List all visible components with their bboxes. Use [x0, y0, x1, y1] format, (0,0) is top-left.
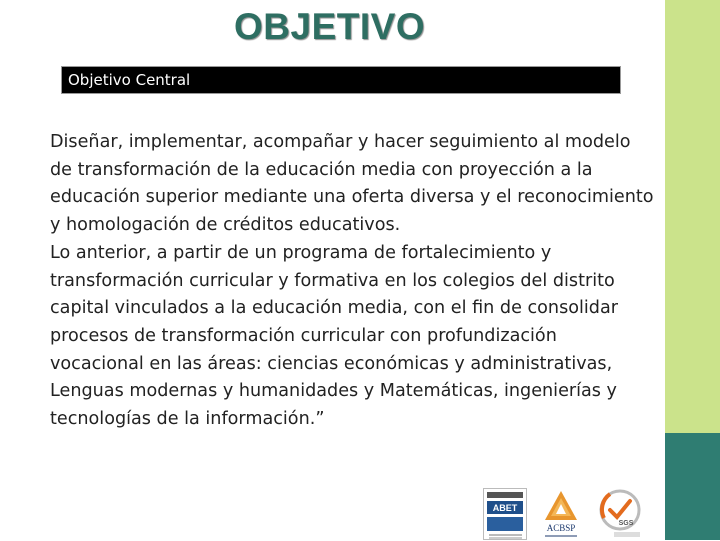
- objective-paragraph-1: Diseñar, implementar, acompañar y hacer seguimiento al modelo de transformación de la educación media con proyección a la educación superior mediante una oferta diversa y el reconocimiento y homologación de créditos educativos.: [50, 132, 654, 236]
- abet-logo-mark: [484, 489, 528, 541]
- acbsp-accreditation-logo: [539, 488, 583, 540]
- abet-accreditation-logo: [483, 488, 527, 540]
- section-header-bar: [61, 66, 621, 94]
- abet-logo-text: ABET: [492, 503, 518, 513]
- slide-title: OBJETIVO: [234, 6, 426, 47]
- section-header-label: Objetivo Central: [68, 71, 191, 89]
- sgs-certification-logo: [596, 488, 644, 540]
- acbsp-logo-text: ACBSP: [546, 523, 576, 533]
- objective-body: [50, 129, 655, 434]
- side-accent-bar-dark: [665, 433, 720, 540]
- sgs-logo-text: SGS: [618, 520, 634, 527]
- side-accent-bar-light: [665, 0, 720, 433]
- objective-paragraph-2: Lo anterior, a partir de un programa de fortalecimiento y transformación curricular y formativa en los colegios del distrito capital vinculados a la educación media, con el fin de consolidar procesos de transformación curricular con profundización vocacional en las áreas: ciencias económicas y administrativas, Lenguas modernas y humanidades y Matemáticas, ingenierías y tecnologías de la información.”: [50, 242, 618, 430]
